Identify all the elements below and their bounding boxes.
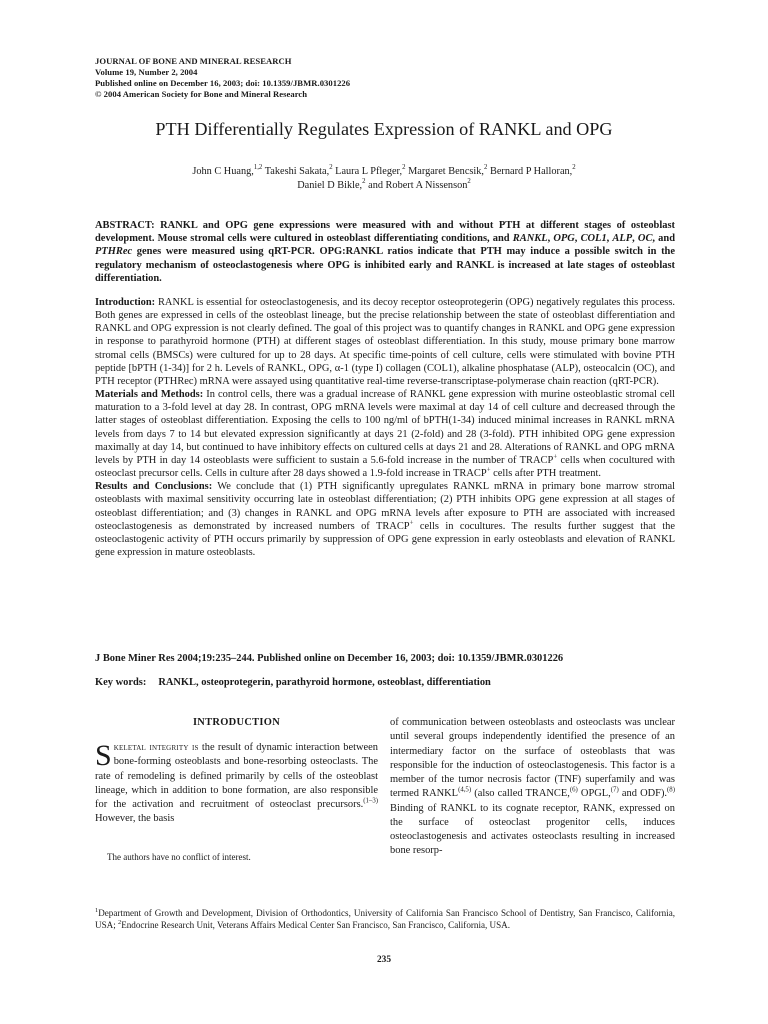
author-affiliation: 2 <box>572 164 576 172</box>
author-name: Daniel D Bikle, <box>297 180 363 191</box>
paragraph-text: the result of dynamic interaction between bone-forming osteoblasts and bone-resorbing osteoclasts. The rate of remodeling is defined primarily by cells of the osteoblast lineage, which in addition to bone formation, are also responsible for the activation and recruitment of osteoclast precursors. <box>95 742 379 811</box>
keywords-text: RANKL, osteoprotegerin, parathyroid hormone, osteoblast, differentiation <box>158 677 491 688</box>
paragraph-text: of communication between osteoblasts and osteoclasts was unclear until several groups independently identified the presence of an intermediary factor on the surface of osteoblasts that was responsible for the induction of osteoclastogenesis. This factor is a member of the tumor necrosis factor (TNF) superfamily and was termed RANKL <box>390 717 675 800</box>
keywords <box>95 676 695 689</box>
superscript: + <box>409 519 414 527</box>
abstract-section-text: We conclude that (1) PTH significantly upregulates RANKL mRNA in primary bone marrow stromal osteoblasts with maximal sensitivity occurring late in osteoblast differentiation; (2) PTH inhibits OPG gene expression at all stages of osteoblast differentiation; and (3) changes in RANKL and OPG mRNA levels after exposure to PTH are associated with increased osteoclastogenesis as demonstrated by increased numbers of TRACP <box>95 481 675 532</box>
reference-marker: (7) <box>610 786 619 794</box>
author-affiliation: 2 <box>402 164 406 172</box>
abstract-text: , <box>574 233 581 245</box>
journal-name: JOURNAL OF BONE AND MINERAL RESEARCH <box>95 56 292 66</box>
abstract-introduction <box>95 296 675 388</box>
journal-volume: Volume 19, Number 2, 2004 <box>95 67 198 77</box>
reference-marker: (1–3) <box>363 797 378 805</box>
gene-name: PTHRec <box>95 246 133 258</box>
gene-name: OC <box>637 233 653 245</box>
author-affiliation: 2 <box>467 178 471 186</box>
author-name: Takeshi Sakata, <box>262 166 330 177</box>
author-affiliation: 2 <box>484 164 488 172</box>
abstract-section-label: Introduction: <box>95 297 156 308</box>
author-name: John C Huang, <box>192 166 254 177</box>
abstract-text: , <box>547 233 554 245</box>
structured-abstract <box>95 296 675 559</box>
abstract-section-text: RANKL is essential for osteoclastogenesis, and its decoy receptor osteoprotegerin (OPG) negatively regulates this process. Both genes are expressed in cells of the osteoblast lineage, but the precise relationship between the state of osteoblast differentiation and RANKL and OPG expression is not clearly defined. The goal of this project was to quantify changes in RANKL and OPG gene expression in response to parathyroid hormone (PTH) at different stages of osteoblast differentiation. In this study, mouse primary bone marrow stromal cells (BMSCs) were cultured for up to 28 days. At specific time-points of cell culture, cells were stimulated with bovine PTH peptide [bPTH (1-34)] for 2 h. Levels of RANKL, OPG, α-1 (type I) collagen (COL1), alkaline phosphatase (ALP), osteocalcin (OC), and PTH receptor (PTHRec) mRNA were assayed using quantitative real-time reverse-transcriptase-polymerase chain reaction (qRT-PCR). <box>95 297 675 387</box>
superscript: + <box>553 453 558 461</box>
paragraph-text: and ODF). <box>618 788 668 800</box>
journal-header <box>95 56 595 100</box>
abstract-section-label: Materials and Methods: <box>95 389 204 401</box>
abstract-text: ABSTRACT: RANKL and OPG gene expressions were measured with and without PTH at different stages of osteoblast development. Mouse stromal cells were cultured in osteoblast differentiating conditions, and <box>95 220 675 245</box>
intro-paragraph <box>95 741 378 826</box>
superscript: + <box>486 466 491 474</box>
footnote-text: Endocrine Research Unit, Veterans Affairs Medical Center San Francisco, San Francisco, California, USA. <box>121 920 511 930</box>
drop-cap: S <box>95 739 112 773</box>
citation-line: J Bone Miner Res 2004;19:235–244. Published online on December 16, 2003; doi: 10.1359/JBMR.0301226 <box>95 653 564 664</box>
author-affiliation: 1,2 <box>253 164 263 172</box>
author-name: Margaret Bencsik, <box>405 166 484 177</box>
conflict-of-interest-note: The authors have no conflict of interest. <box>107 852 251 862</box>
author-list <box>110 165 658 193</box>
footnote-text: Department of Growth and Development, Division of Orthodontics, University of California San Francisco School of Dentistry, San Francisco, California, USA; <box>95 908 675 930</box>
abstract-text: , <box>632 233 638 245</box>
reference-marker: (4,5) <box>458 786 472 794</box>
author-affiliation: 2 <box>362 178 366 186</box>
paragraph-text: OPGL, <box>577 788 611 800</box>
reference-marker: (8) <box>667 786 675 794</box>
gene-name: RANKL <box>512 233 548 245</box>
journal-copyright: © 2004 American Society for Bone and Mineral Research <box>95 89 308 99</box>
abstract-summary <box>95 219 675 285</box>
abstract-results <box>95 480 675 559</box>
paragraph-text: (also called TRANCE, <box>471 788 570 800</box>
abstract-text: genes were measured using qRT-PCR. OPG:RANKL ratios indicate that PTH may induce a possible switch in the regulatory mechanism of osteoclastogenesis where OPG is inhibited early and RANKL is increased at late stages of osteoblast differentiation. <box>95 246 675 284</box>
left-column <box>95 716 378 826</box>
abstract-section-label: Results and Conclusions: <box>95 481 213 493</box>
right-column <box>390 716 675 859</box>
abstract-section-text: cells when cocultured with osteoclast precursor cells. Cells in culture after 28 days showed a 1.9-fold increase in TRACP <box>95 454 676 480</box>
article-title: PTH Differentially Regulates Expression of RANKL and OPG <box>155 119 613 139</box>
journal-published: Published online on December 16, 2003; doi: 10.1359/JBMR.0301226 <box>95 78 351 88</box>
keywords-label: Key words: <box>95 677 147 688</box>
abstract-section-text: cells in cocultures. The results further suggest that the osteoclastogenic activity of PTH occurs primarily by suppression of OPG gene expression in early osteoblasts and elevation of RANKL gene expression in mature osteoblasts. <box>95 520 675 558</box>
gene-name: COL1 <box>580 233 607 245</box>
paragraph-text: However, the basis <box>95 813 175 825</box>
paragraph-text: Binding of RANKL to its cognate receptor, RANK, expressed on the surface of osteoclast progenitor cells, induces osteoclastogenesis and activates osteoclasts resulting in increased bone resorp- <box>390 802 675 857</box>
abstract-section-text: In control cells, there was a gradual increase of RANKL gene expression with murine osteoblastic stromal cell maturation to a 3-fold level at day 28. In contrast, OPG mRNA levels were maximal at day 14 of cell culture and decreased through the latter stages of osteoblast differentiation. Exposing the cells to 100 ng/ml of bPTH(1-34) induced minimal increases in RANKL mRNA levels from days 7 to 14 but elevated expression significantly at days 21 (2-fold) and 28 (3-fold). PTH inhibited OPG gene expression maximally at day 14, but continued to have inhibitory effects on cultured cells at days 21 and 28. Alterations of RANKL and OPG mRNA levels by PTH in day 14 osteoblasts were sufficient to sustain a 5.6-fold increase in the number of TRACP <box>95 389 676 466</box>
small-caps-text: keletal integrity is <box>113 742 199 754</box>
author-name: Laura L Pfleger, <box>332 166 403 177</box>
abstract-text: , and <box>652 233 675 245</box>
abstract-section-text: cells after PTH treatment. <box>490 468 601 480</box>
author-affiliation: 2 <box>329 164 333 172</box>
abstract-methods <box>95 388 675 480</box>
gene-name: ALP <box>612 233 633 245</box>
author-name: Bernard P Halloran, <box>487 166 573 177</box>
author-name: and Robert A Nissenson <box>365 180 468 191</box>
affiliation-footnote <box>95 907 675 931</box>
abstract-text: , <box>606 233 613 245</box>
page-number: 235 <box>376 955 392 965</box>
footnote-marker: 1 <box>95 906 99 914</box>
section-heading: INTRODUCTION <box>192 717 281 728</box>
reference-marker: (6) <box>569 786 578 794</box>
gene-name: OPG <box>553 233 575 245</box>
footnote-marker: 2 <box>118 918 122 926</box>
